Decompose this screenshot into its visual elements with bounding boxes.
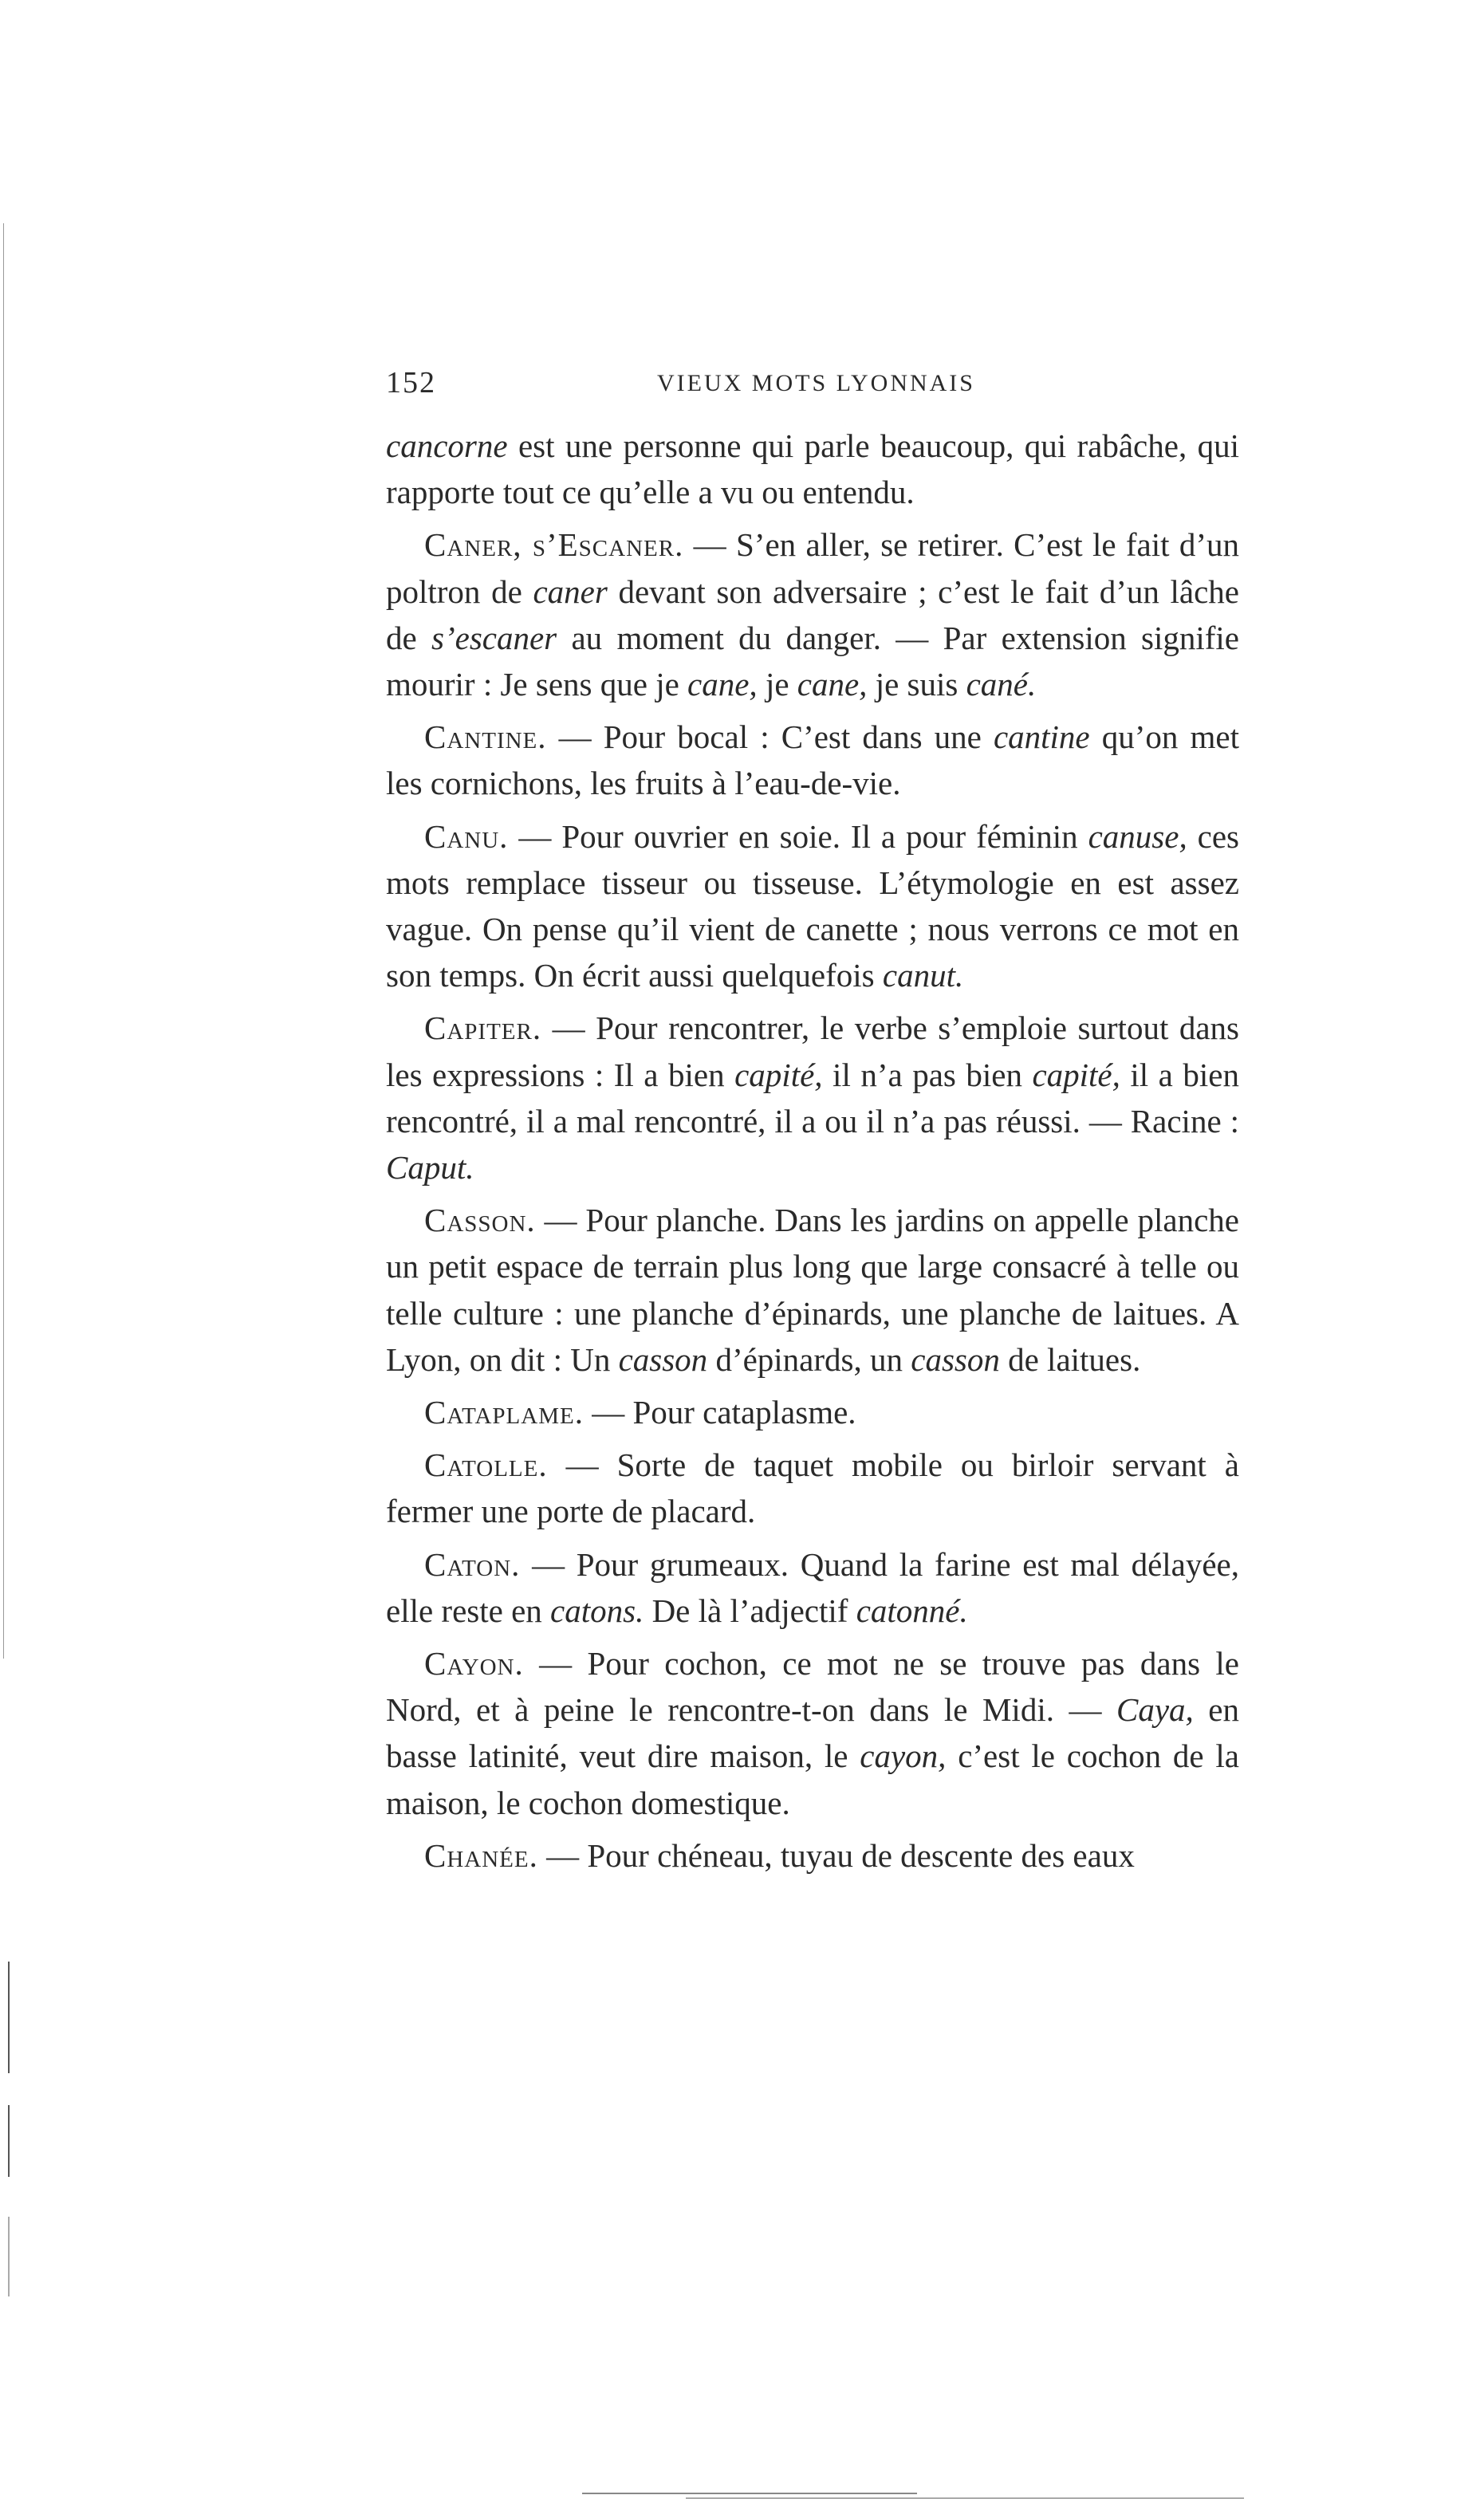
page-number: 152	[386, 366, 436, 399]
entry-headword: Casson.	[424, 1202, 536, 1239]
entry-text: — Pour ouvrier en soie. Il a pour féminin	[508, 817, 1088, 855]
dictionary-entry-chanee	[386, 1832, 1239, 1879]
entry-headword: Caner, s’Escaner.	[424, 526, 684, 564]
italic-term: cane,	[687, 666, 758, 703]
italic-term: capité,	[1032, 1056, 1120, 1093]
entry-text: d’épinards, un	[707, 1340, 911, 1378]
entry-headword: Cayon.	[424, 1645, 524, 1682]
italic-term: cané.	[966, 666, 1037, 703]
entry-text: au moment du danger. — Par extension signifie mourir : Je sens que je	[386, 619, 1239, 703]
dictionary-entry-cantine	[386, 714, 1239, 806]
entry-text: devant son adversaire ; c’est le fait d’un lâche de	[386, 573, 1239, 656]
dictionary-entry-catolle	[386, 1442, 1239, 1534]
entry-text: je	[757, 666, 797, 703]
italic-term: canuse,	[1088, 817, 1187, 855]
italic-term: Caya,	[1116, 1691, 1194, 1729]
italic-term: canut.	[882, 957, 964, 994]
entry-text: De là l’adjectif	[644, 1592, 856, 1629]
dictionary-entry-cataplame	[386, 1389, 1239, 1435]
italic-term: cancorne	[386, 427, 508, 464]
entry-text: ces mots remplace tisseur ou tisseuse. L’étymologie en est assez vague. On pense qu’il vient de canette ; nous verrons ce mot en son temps. On écrit aussi quelquefois	[386, 817, 1239, 994]
paragraph-continuation	[386, 423, 1239, 515]
italic-term: caner	[533, 573, 608, 610]
italic-term: casson	[618, 1340, 708, 1378]
entry-text: en basse latinité, veut dire maison, le	[386, 1691, 1239, 1775]
entry-headword: Cataplame.	[424, 1394, 584, 1431]
italic-term: cayon,	[860, 1737, 947, 1775]
entry-headword: Chanée.	[424, 1836, 538, 1874]
entry-text: je suis	[867, 666, 966, 703]
entry-text: de laitues.	[999, 1340, 1141, 1378]
entry-text: — S’en aller, se retirer. C’est le fait d’un poltron de	[386, 526, 1240, 610]
entry-text: — Pour grumeaux. Quand la farine est mal délayée, elle reste en	[386, 1545, 1239, 1629]
entry-text: — Pour cochon, ce mot ne se trouve pas dans le Nord, et à peine le rencontre-t-on dans le Midi. —	[386, 1645, 1239, 1729]
body-text	[386, 423, 1239, 1879]
entry-text: c’est le cochon de la maison, le cochon domestique.	[386, 1737, 1240, 1821]
italic-term: casson	[911, 1340, 1000, 1378]
entry-text: — Sorte de taquet mobile ou birloir servant à fermer une porte de placard.	[386, 1446, 1239, 1530]
entry-text: — Pour bocal : C’est dans une	[546, 718, 994, 756]
scan-edge-line	[8, 2105, 10, 2177]
dictionary-entry-capiter	[386, 1005, 1239, 1190]
dictionary-entry-canu	[386, 813, 1239, 999]
entry-headword: Capiter.	[424, 1009, 542, 1047]
italic-term: capité,	[734, 1056, 823, 1093]
dictionary-entry-caner	[386, 521, 1239, 707]
entry-text: est une personne qui parle beaucoup, qui rabâche, qui rapporte tout ce qu’elle a vu ou entendu.	[386, 427, 1239, 511]
italic-term: s’escaner	[431, 619, 557, 656]
entry-headword: Caton.	[424, 1545, 521, 1583]
italic-term: catonné.	[856, 1592, 968, 1629]
scan-bottom-line	[582, 2493, 917, 2494]
scan-edge-line	[8, 1962, 10, 2073]
entry-text: il a bien rencontré, il a mal rencontré, il a ou il n’a pas réussi. — Racine :	[386, 1056, 1239, 1139]
dictionary-entry-caton	[386, 1541, 1239, 1634]
entry-headword: Canu.	[424, 817, 509, 855]
entry-text: il n’a pas bien	[822, 1056, 1033, 1093]
italic-term: cantine	[993, 718, 1090, 756]
entry-text: — Pour chéneau, tuyau de descente des eaux	[537, 1836, 1135, 1874]
italic-term: catons.	[550, 1592, 644, 1629]
scan-edge-line	[3, 223, 4, 1659]
entry-text: — Pour planche. Dans les jardins on appelle planche un petit espace de terrain plus long que large consacré à telle ou telle culture : une planche d’épinards, une planche de laitues. A Lyon, on dit : Un	[386, 1202, 1239, 1378]
entry-text: — Pour cataplasme.	[583, 1394, 856, 1431]
page-header	[386, 365, 1239, 405]
italic-term: Caput.	[386, 1149, 474, 1187]
entry-text: qu’on met les cornichons, les fruits à l’eau-de-vie.	[386, 718, 1239, 802]
dictionary-entry-cayon	[386, 1640, 1239, 1826]
entry-headword: Catolle.	[424, 1446, 548, 1484]
entry-text: — Pour rencontrer, le verbe s’emploie surtout dans les expressions : Il a bien	[386, 1009, 1239, 1093]
scan-edge-line	[8, 2217, 10, 2296]
entry-headword: Cantine.	[424, 718, 547, 756]
dictionary-entry-casson	[386, 1197, 1239, 1383]
italic-term: cane,	[797, 666, 868, 703]
running-title: VIEUX MOTS LYONNAIS	[657, 370, 975, 396]
